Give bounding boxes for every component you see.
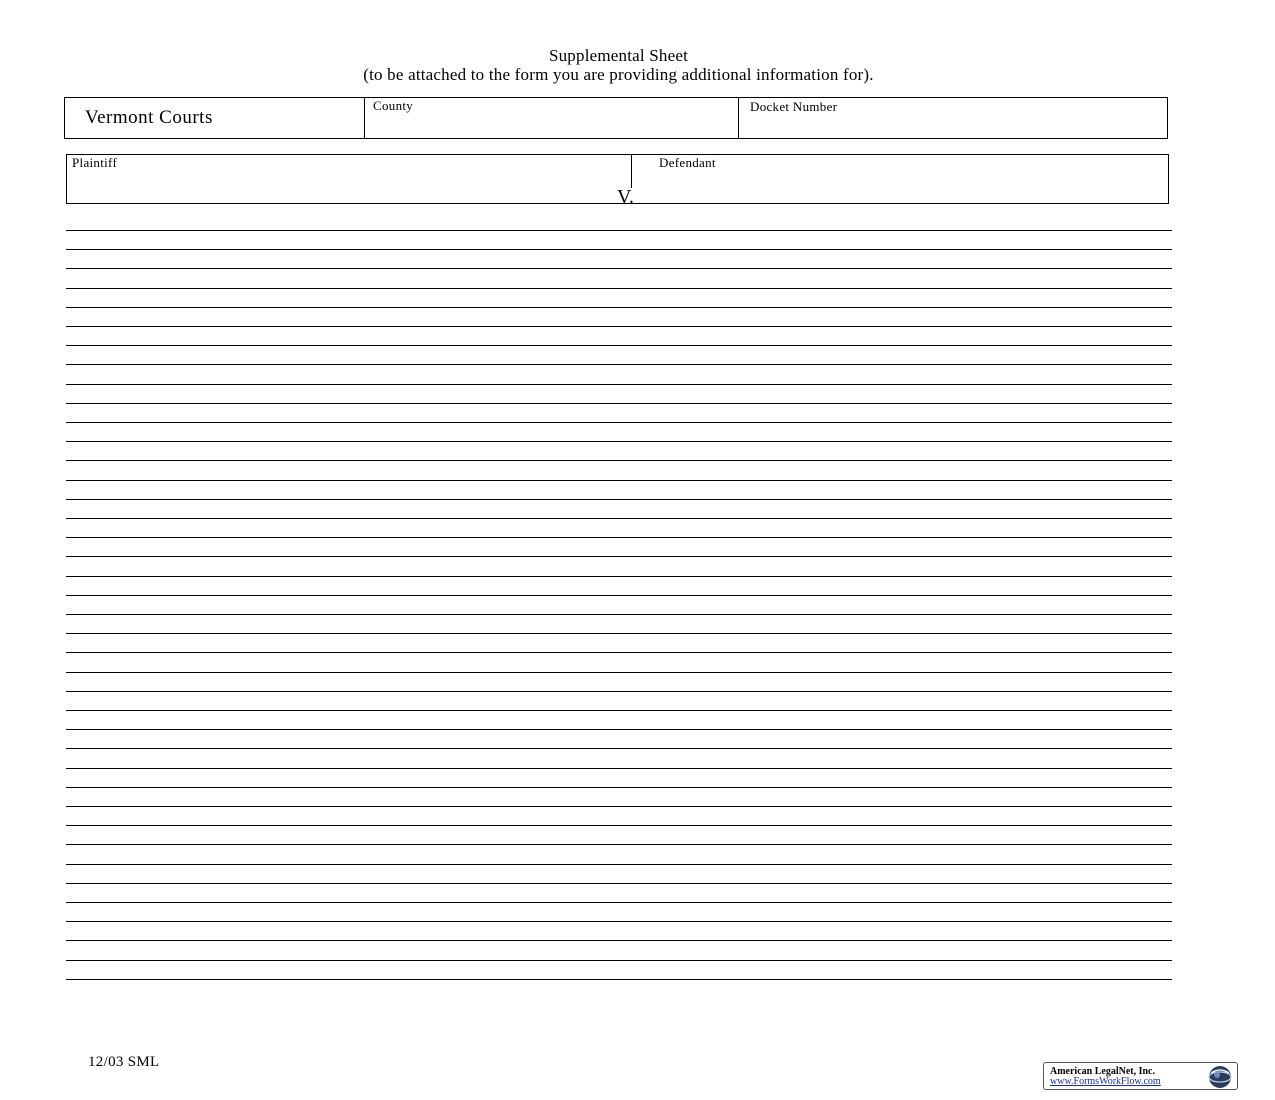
writing-line[interactable]	[66, 499, 1172, 500]
writing-line[interactable]	[66, 652, 1172, 653]
globe-icon	[1202, 1065, 1238, 1089]
writing-line[interactable]	[66, 787, 1172, 788]
publisher-link[interactable]: www.FormsWorkFlow.com	[1050, 1076, 1161, 1087]
writing-line[interactable]	[66, 268, 1172, 269]
writing-line[interactable]	[66, 614, 1172, 615]
versus-label: V.	[617, 186, 634, 208]
subtitle-text: (to be attached to the form you are providing additional information for).	[363, 65, 874, 84]
writing-line[interactable]	[66, 403, 1172, 404]
writing-line[interactable]	[66, 633, 1172, 634]
writing-line[interactable]	[66, 748, 1172, 749]
defendant-field[interactable]: Defendant	[659, 155, 716, 170]
writing-line[interactable]	[66, 960, 1172, 961]
writing-line[interactable]	[66, 345, 1172, 346]
writing-line[interactable]	[66, 940, 1172, 941]
writing-line[interactable]	[66, 460, 1172, 461]
publisher-badge[interactable]	[1043, 1062, 1238, 1090]
writing-line[interactable]	[66, 691, 1172, 692]
writing-line[interactable]	[66, 595, 1172, 596]
form-code: 12/03 SML	[88, 1054, 160, 1070]
court-name: Vermont Courts	[85, 107, 213, 128]
writing-area[interactable]	[66, 0, 1172, 1100]
title-text: Supplemental Sheet	[548, 46, 689, 65]
writing-line[interactable]	[66, 422, 1172, 423]
county-field[interactable]: County	[373, 98, 414, 113]
writing-line[interactable]	[66, 384, 1172, 385]
writing-line[interactable]	[66, 825, 1172, 826]
writing-line[interactable]	[66, 230, 1172, 231]
writing-line[interactable]	[66, 979, 1172, 980]
docket-number-field[interactable]: Docket Number	[750, 99, 838, 114]
writing-line[interactable]	[66, 768, 1172, 769]
writing-line[interactable]	[66, 883, 1172, 884]
writing-line[interactable]	[66, 288, 1172, 289]
writing-line[interactable]	[66, 556, 1172, 557]
writing-line[interactable]	[66, 844, 1172, 845]
writing-line[interactable]	[66, 902, 1172, 903]
writing-line[interactable]	[66, 729, 1172, 730]
writing-line[interactable]	[66, 364, 1172, 365]
writing-line[interactable]	[66, 921, 1172, 922]
writing-line[interactable]	[66, 307, 1172, 308]
writing-line[interactable]	[66, 672, 1172, 673]
writing-line[interactable]	[66, 518, 1172, 519]
publisher-name: American LegalNet, Inc.	[1050, 1066, 1155, 1077]
writing-line[interactable]	[66, 249, 1172, 250]
writing-line[interactable]	[66, 710, 1172, 711]
writing-line[interactable]	[66, 576, 1172, 577]
writing-line[interactable]	[66, 326, 1172, 327]
writing-line[interactable]	[66, 864, 1172, 865]
writing-line[interactable]	[66, 537, 1172, 538]
plaintiff-field[interactable]: Plaintiff	[72, 155, 118, 170]
writing-line[interactable]	[66, 441, 1172, 442]
writing-line[interactable]	[66, 806, 1172, 807]
writing-line[interactable]	[66, 480, 1172, 481]
